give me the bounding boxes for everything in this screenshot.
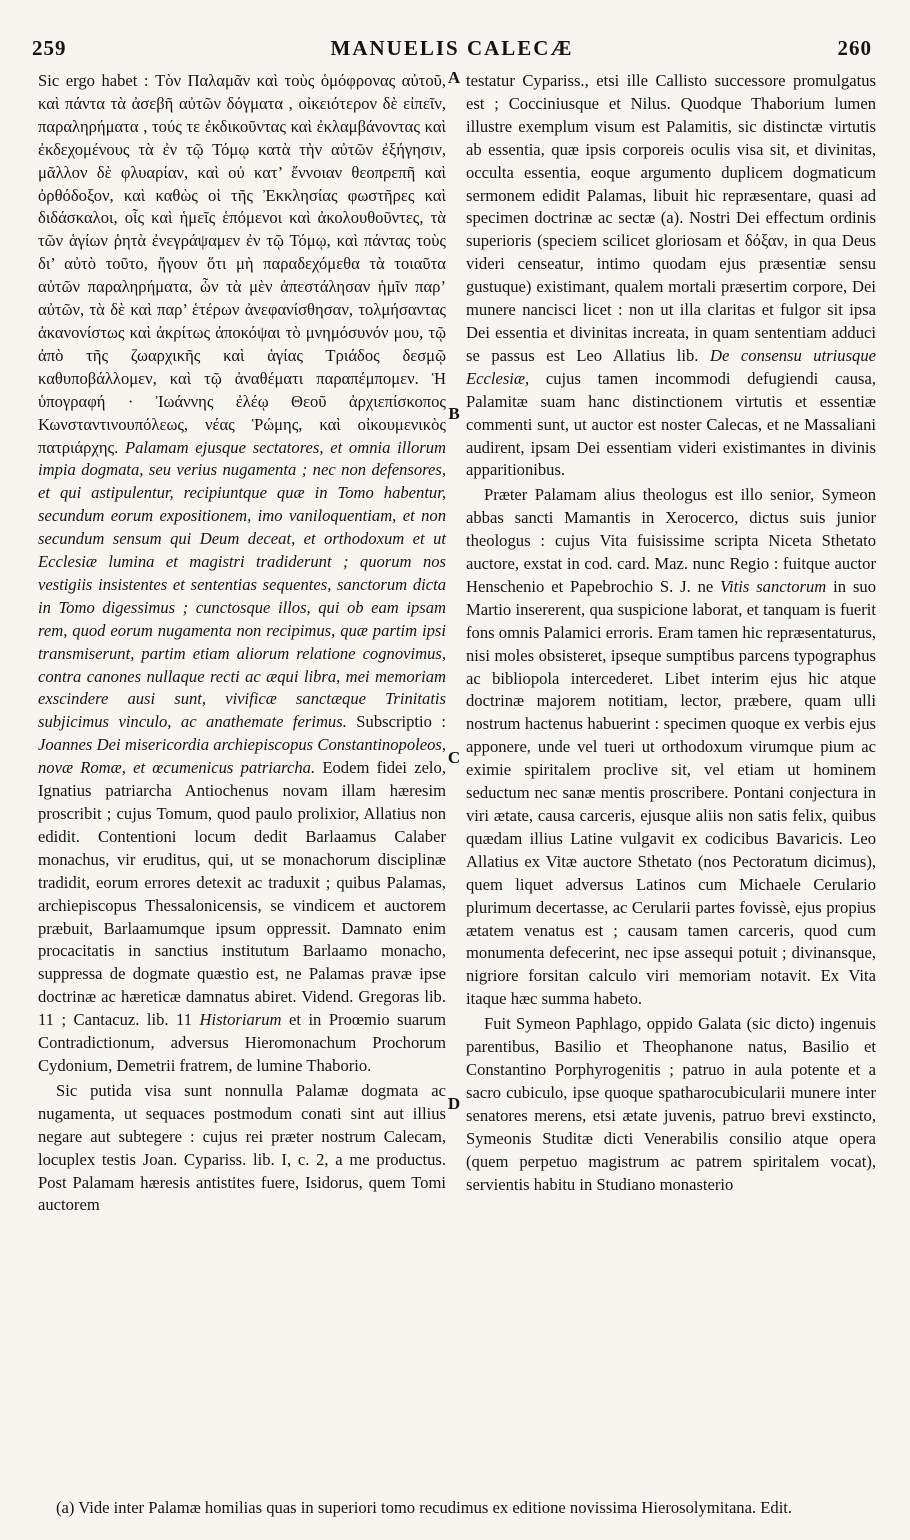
book-title: De consensu utriusque Ecclesiæ [466,345,876,388]
right-text-1c: , cujus tamen incommodi defugiendi causa, Palamitæ suam hanc distinctionem virtutis et essentiæ commenti sunt, ut auctor est noster Calecas, et ne Massaliani audirent, ipsam Dei essentiam videri existimantes in divinis apparitionibus. [466,368,876,480]
latin-translation-text: Palamam ejusque sectatores, et omnia illorum impia dogmata, seu verius nugamenta ; nec non defensores, et qui astipulentur, recipiuntque quæ in Tomo habentur, secundum eorum expositionem, imo vaniloquentiam, et non secundum sensum qui Deum deceat, et orthodoxum et ut Ecclesiæ lumina et magistri tradiderunt ; quorum nos vestigiis insistentes et sententias sequentes, sanctorum dicta in Tomo digessimus ; cunctosque illos, qui ob eam ipsam rem, quod eorum nugamenta non recipimus, quæ partim ipsi transmiserunt, partim etiam aliorum relatione cognovimus, contra canones nullaque recti ac æqui libra, mei memoriam exscindere ausi sunt, vivificæ sanctæque Trinitatis subjicimus vinculo, ac anathemate ferimus. [38,437,446,732]
commentary-text-3: 11 [176,1010,200,1030]
left-paragraph-1 [38,70,446,1078]
right-text-1b: , in qua Deus videri censeatur, intimo quodam ejus præsentiæ sensu gustuque) existimant, qualem mortali præsertim corpore, Dei munere nancisci licet : non ut illa claritas et fulgor sit ipsa Dei essentia et divinitas increata, in quam sententiam adduci se passus est Leo Allatius lib. [466,231,876,365]
right-paragraph-2 [466,484,876,1011]
subscription-label: Subscriptio : [346,712,446,732]
left-paragraph-2: Sic putida visa sunt nonnulla Palamæ dogmata ac nugamenta, ut sequaces postmodum conati sint aut illius negare aut subtegere : cujus rei præter nostrum Calecam, locuplex testis Joan. Cypariss. lib. I, c. 2, a me productus. Post Palamam hæresis antistites fuere, Isidorus, quem Tomi auctorem [38,1080,446,1215]
lead-text: Sic ergo habet : [38,71,156,90]
commentary-text-2: 11 ; Cantacuz. lib. [38,1010,177,1030]
page-number-right: 260 [837,36,872,60]
running-title: MANUELIS CALECÆ [330,36,574,60]
margin-marker-b: B [448,404,460,423]
right-paragraph-3: Fuit Symeon Paphlago, oppido Galata (sic dicto) ingenuis parentibus, Basilio et Theophanone natus, Basilio et Constantino Porphyrogenitis ; patruo in aula potente et a sacro cubiculo, ipse quoque spatharocubicularii munere inter senatores merens, etsi ætate juvenis, patruo brevi exstincto, Symeonis Studitæ dicti Venerabilis consilio atque opera (quem perpetuo magistrum ac patrem spiritalem vocat), servientis habitu in Studiano monasterio [466,1014,876,1194]
subscription-text: Joannes Dei misericordia archiepiscopus Constantinopoleos, novæ Romæ, et œcumenicus patriarcha. [38,735,446,778]
commentary-text: Eodem fidei zelo, Ignatius patriarcha Antiochenus novam illam hæresim proscribit ; cujus Tomum, quod paulo prolixior, Allatius non edidit. Contentioni locum dedit Barlaamus Calaber monachus, vir eruditus, qui, ut se monachorum disciplinæ tradidit, eorum errores detexit ac traduxit ; quibus Palamas, archiepiscopus Thessalonicensis, se vindicem et auctorem præbuit, Barlaamumque ipsum oppressit. Damnato enim procacitatis in sanctius institutum Barlaamo monacho, suppressa de dogmate quæstio est, ne Palamas pravæ ipse doctrinæ ac hæreticæ damnatus abiret. Vidend. Gregoras lib. [38,758,446,1007]
vitis-title: Vitis sanctorum [720,576,827,596]
greek-word: δόξαν [744,231,784,251]
margin-marker-a: A [447,68,461,87]
historiarum-title: Historiarum [199,1010,282,1030]
right-paragraph-1 [466,70,876,482]
margin-marker-d: D [447,1094,461,1113]
left-column [38,70,446,1217]
commentary-text-4: et in Proœmio suarum Contradictionum, adversus Hieromonachum Prochorum Cydonium, Demetrii fratrem, de lumine Thaborio. [38,1010,446,1075]
running-header [32,36,872,62]
margin-marker-c: C [447,748,461,767]
right-text-1: testatur Cypariss., etsi ille Callisto successore promulgatus est ; Cocciniusque et Nilus. Quodque Thaborium lumen illustre exemplum visum est Palamitis, sic distinctæ virtutis ab essentia, quæ ipsis corporeis oculis visa sit, et divinitas, occulta essentia, eoque argumento duplicem dogmaticum sermonem edidit Palamas, libuit hic repræsentare, quasi ad specimen doctrinæ ac sectæ (a). Nostri Dei effectum ordinis superioris (speciem scilicet gloriosam et [466,71,876,251]
right-text-2: Præter Palamam alius theologus est illo senior, Symeon abbas sancti Mamantis in Xerocerco, dictus suis junior theologus : cujus Vita fuisissime scripta Niceta Sthetato auctore, exstat in cod. card. Maz. nunc Regio : fuitque auctor Henschenio et Papebrochio S. J. ne [466,485,876,596]
greek-anathema-text: Τὸν Παλαμᾶν καὶ τοὺς ὁμόφρονας αὐτοῦ, καὶ πάντα τὰ ἀσεβῆ αὐτῶν δόγματα , οἰκειότερον δὲ εἰπεῖν, παραληρήματα , τούς τε ἐκδικοῦντας καὶ ἐκλαμβάνοντας καὶ ἐκδεχομένους τὰ ἐν τῷ Τόμῳ κατὰ τὴν αὐτῶν ἐξήγησιν, μᾶλλον δὲ φλυαρίαν, καὶ οὐ κατ’ ἔννοιαν θεοπρεπῆ καὶ ὀρθόδοξον, καὶ καθὼς οἱ τῆς Ἐκκλησίας φωστῆρες καὶ διδάσκαλοι, οἷς καὶ ἡμεῖς ἑπόμενοι καὶ ἀκολουθοῦντες, τὰ τῶν ἁγίων ῥητὰ ἐνεγράψαμεν ἐν τῷ Τόμῳ, καὶ πάντας τοὺς δι’ αὐτὸ τοῦτο, ἤγουν ὅτι μὴ παραδεχόμεθα τὰ τοιαῦτα αὐτῶν παραληρήματα, ὧν τὰ μὲν ἀπεστάλησαν ἡμῖν παρ’ αὐτῶν, τὰ δὲ καὶ παρ’ ἑτέρων ἀνεφανίσθησαν, τολμήσαντας ἀκανονίστως καὶ ἀκρίτως ἀποκόψαι τὸ μνημόσυνόν μου, τῷ ἀπὸ τῆς ζωαρχικῆς καὶ ἁγίας Τριάδος δεσμῷ καθυποβάλλομεν, καὶ τῷ ἀναθέματι παραπέμπομεν. Ἡ ὑπογραφή · Ἰωάννης ἐλέῳ Θεοῦ ἀρχιεπίσκοπος Κωνσταντινουπόλεως, νέας Ῥώμης, καὶ οἰκουμενικὸς πατριάρχης. [38,71,447,457]
footnote: (a) Vide inter Palamæ homilias quas in superiori tomo recudimus ex editione novissima Hierosolymitana. Edit. [56,1498,793,1517]
right-text-2b: in suo Martio insererent, qua suspicione laborat, et tanquam is fuerit fons omnis Palamici erroris. Eram tamen hic repræsentaturus, nisi moles obsisteret, ipseque sumptibus parcens typographus ac bibliopola intercederet. Libet interim ejus hic atque doctrinæ majorem notitiam, lector, præbere, quam ulli nostrum hactenus habuerint : specimen quoque ex verbis ejus apponere, unde vel tueri ut orthodoxum virumque pium ac eximie spiritalem proclive sit, vel etiam ut hominem seductum nec sanæ mentis proscribere. Pontani conjectura in viri ætate, causa carceris, ejusque aliis non satis felix, quibus quædam illius Latine vulgavit ex codicibus Bavaricis. Leo Allatius ex Vitæ auctore Sthetato (nos Pectoratum dicimus), quem liquet adversus Latinos cum Michaele Cerulario plurimum decertasse, ac Cerularii partes fovissè, ejus propius ætatem venatus est ; causam tamen carceris, quod cum monumenta defecerint, nec ipse assequi potuit ; divinansque, nigriore forsitan calculo viri memoriam notavit. Ex Vita itaque hæc summa habeto. [466,576,877,1009]
page-number-left: 259 [32,36,67,60]
right-column [466,70,876,1196]
